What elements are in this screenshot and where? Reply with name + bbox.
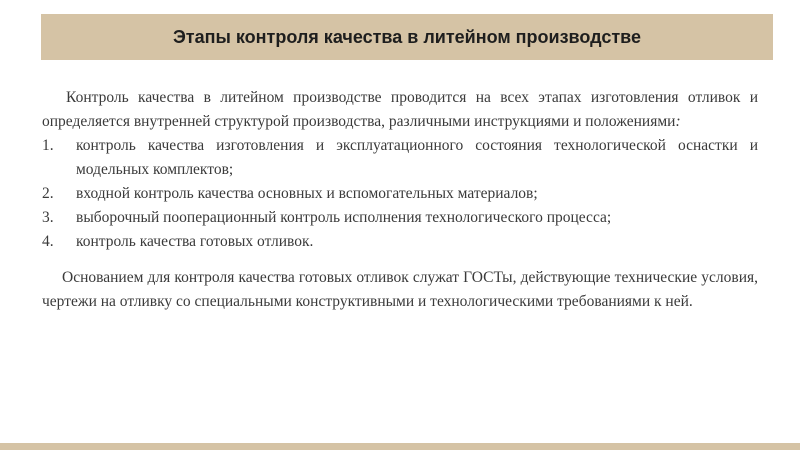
intro-paragraph [42, 86, 758, 134]
title-banner [41, 14, 773, 60]
conclusion-paragraph: Основанием для контроля качества готовых отливок служат ГОСТы, действующие технические условия, чертежи на отливку со специальными конструктивными и технологическими требованиями к ней. [42, 269, 758, 310]
list-item-number: 3. [42, 209, 54, 226]
list-item [42, 182, 758, 206]
list-item [42, 230, 758, 254]
list-item-text: выборочный пооперационный контроль исполнения технологического процесса; [76, 209, 612, 226]
list-item [42, 134, 758, 182]
slide-title: Этапы контроля качества в литейном производстве [173, 26, 641, 47]
list-item-text: контроль качества готовых отливок. [76, 233, 314, 250]
bottom-accent-bar [0, 443, 800, 450]
intro-text: Контроль качества в литейном производстве проводится на всех этапах изготовления отливок и определяется внутренней структурой производства, различными инструкциями и положениями [42, 89, 758, 130]
list-item [42, 206, 758, 230]
steps-list [42, 134, 758, 254]
list-item-number: 2. [42, 185, 54, 202]
list-item-number: 4. [42, 233, 54, 250]
list-item-number: 1. [42, 137, 54, 154]
list-item-text: контроль качества изготовления и эксплуатационного состояния технологической оснастки и модельных комплектов; [76, 137, 758, 178]
intro-colon: : [675, 113, 681, 130]
slide-content [42, 86, 758, 314]
list-item-text: входной контроль качества основных и вспомогательных материалов; [76, 185, 538, 202]
